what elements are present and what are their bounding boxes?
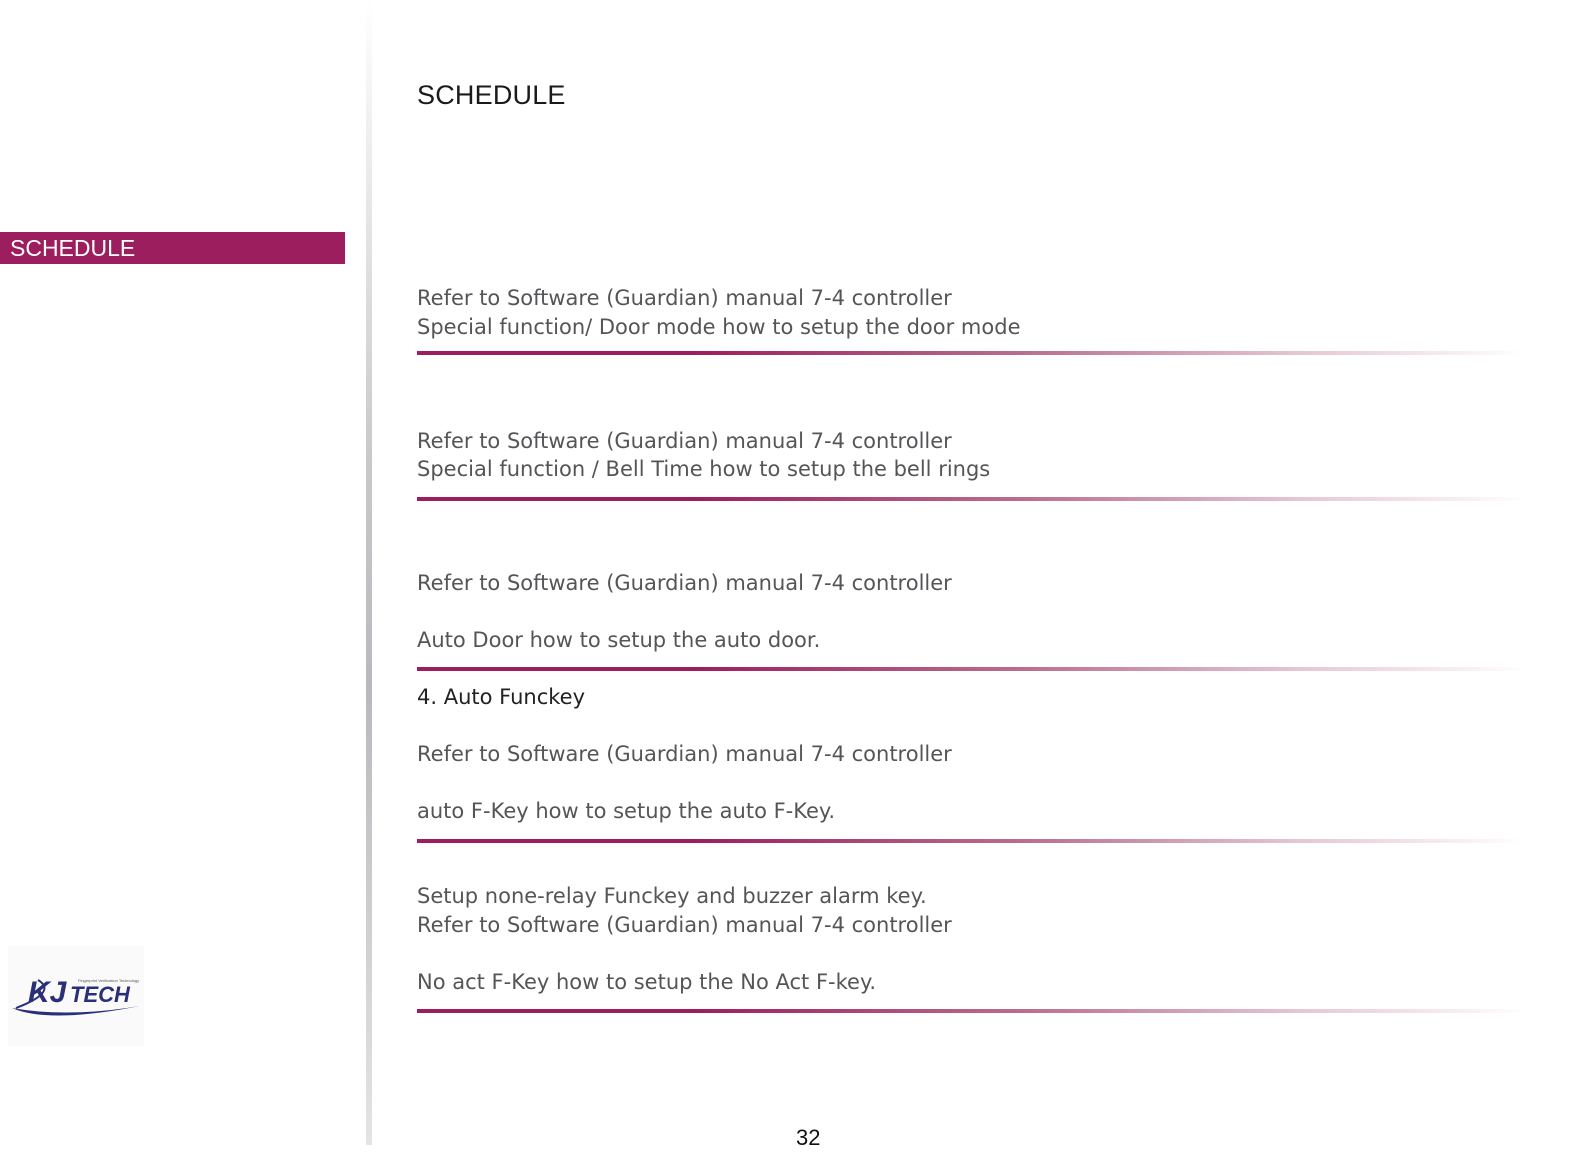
sidebar-section-tab	[0, 232, 345, 264]
kjtech-logo-icon	[8, 946, 144, 1046]
section-2-line-2: Special function / Bell Time how to setup the bell rings	[417, 457, 991, 481]
page-title: SCHEDULE	[417, 80, 566, 110]
kjtech-logo	[8, 946, 144, 1046]
section-3-line-1: Refer to Software (Guardian) manual 7-4 controller	[417, 571, 952, 595]
section-1-line-2: Special function/ Door mode how to setup the door mode	[417, 315, 1021, 339]
section-4-line-1: Refer to Software (Guardian) manual 7-4 controller	[417, 742, 952, 766]
svg-text:KJ: KJ	[28, 976, 67, 1009]
section-divider	[417, 1009, 1527, 1013]
section-2-line-1: Refer to Software (Guardian) manual 7-4 controller	[417, 429, 952, 453]
section-5-line-3: No act F-Key how to setup the No Act F-key.	[417, 970, 877, 994]
svg-text:Fingerprint Verification Techn: Fingerprint Verification Technology	[78, 978, 140, 983]
section-4-line-2: auto F-Key how to setup the auto F-Key.	[417, 799, 836, 823]
section-3-line-2: Auto Door how to setup the auto door.	[417, 628, 821, 652]
page-number: 32	[796, 1125, 821, 1150]
section-divider	[417, 351, 1527, 355]
sidebar-tab-label: SCHEDULE	[10, 235, 136, 261]
svg-text:TECH: TECH	[70, 982, 130, 1007]
section-divider	[417, 839, 1527, 843]
section-5-line-1: Setup none-relay Funckey and buzzer alarm key.	[417, 884, 927, 908]
section-5-line-2: Refer to Software (Guardian) manual 7-4 controller	[417, 913, 952, 937]
sidebar-divider	[366, 0, 372, 1145]
section-4-heading: 4. Auto Funckey	[417, 685, 585, 709]
section-divider	[417, 667, 1527, 671]
section-divider	[417, 497, 1527, 501]
section-1-line-1: Refer to Software (Guardian) manual 7-4 controller	[417, 286, 952, 310]
